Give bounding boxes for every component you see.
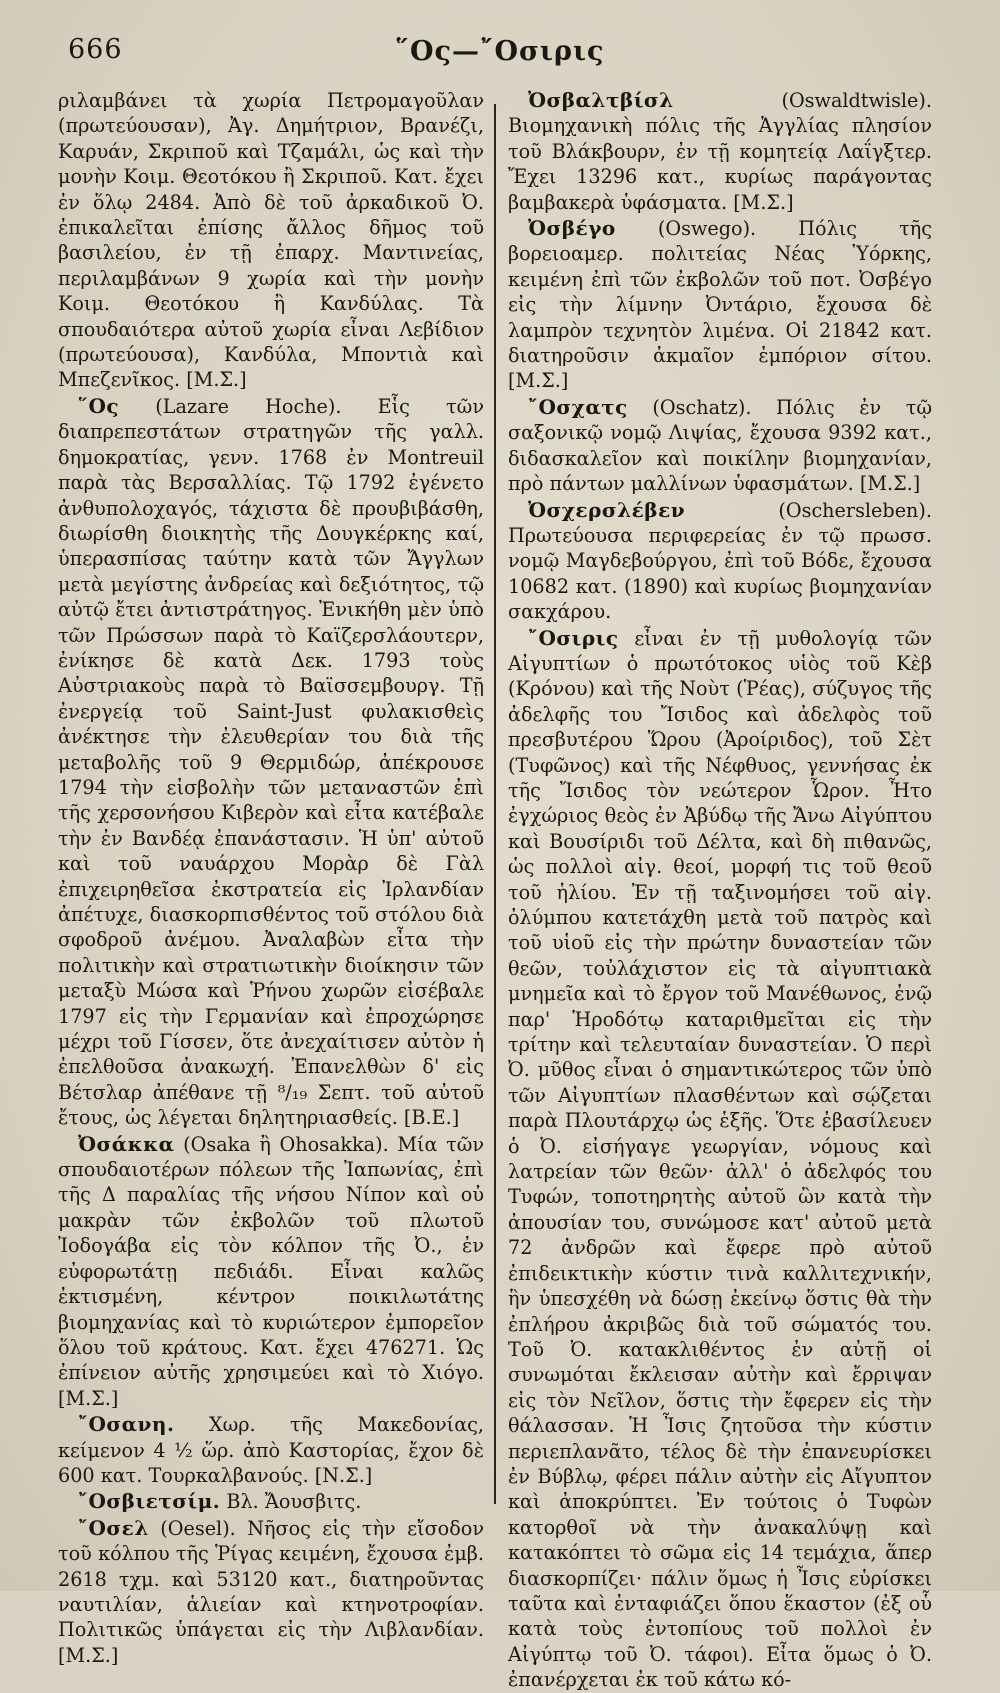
entry-headword: ῎Οσχατς xyxy=(528,394,628,419)
entry-text: (Oswaldtwisle). Βιομηχανικὴ πόλις τῆς Ἀγγλίας πλησίον τοῦ Βλάκβουρν, ἐν τῇ κομητείᾳ Λαΐγξτερ. Ἔχει 13296 κατ., κυρίως παράγοντας βαμβακερὰ ὑφάσματα. [Μ.Σ.] xyxy=(508,89,932,214)
entry-text: ριλαμβάνει τὰ χωρία Πετρομαγοῦλαν (πρωτεύουσαν), Ἀγ. Δημήτριον, Βρανέζι, Καρυάν, Σκριποῦ καὶ Τζαμάλι, ὡς καὶ τὴν μονὴν Κοιμ. Θεοτόκου ἢ Σκριποῦ. Κατ. ἔχει ἐν ὅλῳ 2484. Ἀπὸ δὲ τοῦ ἀρκαδικοῦ Ὀ. ἐπικαλεῖται ἐπίσης ἄλλος δῆμος τοῦ βασιλείου, ἐν τῇ ἐπαρχ. Μαντινείας, περιλαμβάνων 9 χωρία καὶ τὴν μονὴν Κοιμ. Θεοτόκου ἢ Κανδύλας. Τὰ σπουδαιότερα αὐτοῦ χωρία εἶναι Λεβίδιον (πρωτεύουσα), Κανδύλα, Μποντιὰ καὶ Μπεζενῖκος. [Μ.Σ.] xyxy=(58,89,484,392)
running-head: ῞Ος—῎Οσιρις xyxy=(395,36,605,67)
entry-text: (Oswego). Πόλις τῆς βορειοαμερ. πολιτείας Νέας Ὑόρκης, κειμένη ἐπὶ τῶν ἐκβολῶν τοῦ ποτ. Ὀσβέγο εἰς τὴν λίμνην Ὀντάριο, ἔχουσα δὲ λαμπρὸν τεχνητὸν λιμένα. Οἱ 21842 κατ. διατηροῦσιν ἀκμαῖον ἐμπόριον σίτου. [Μ.Σ.] xyxy=(508,217,932,393)
entry-osane xyxy=(58,1412,484,1488)
entry-oesel xyxy=(58,1516,484,1668)
entry-text: Χωρ. τῆς Μακεδονίας, κείμενον 4 ½ ὥρ. ἀπὸ Καστορίας, ἔχον δὲ 600 κατ. Τουρκαλβανούς. [Ν.Σ.] xyxy=(58,1413,485,1487)
entry-text: (Oesel). Νῆσος εἰς τὴν εἴσοδον τοῦ κόλπου τῆς Ῥίγας κειμένη, ἔχουσα ἐμβ. 2618 τχμ. καὶ 53120 κατ., διατηροῦντας ναυτιλίαν, ἁλιείαν καὶ κτηνοτροφίαν. Πολιτικῶς ὑπάγεται εἰς τὴν Λιβλανδίαν. [Μ.Σ.] xyxy=(58,1516,484,1667)
entry-headword: ῎Οσιρις xyxy=(528,625,619,650)
entry-oschatz xyxy=(508,395,932,497)
entry-oschersleben xyxy=(508,498,932,625)
entry-headword: Ὀσχερσλέβεν xyxy=(528,497,686,522)
entry-osaka xyxy=(58,1132,484,1411)
left-column xyxy=(58,88,484,1668)
entry-headword: ῞Ος xyxy=(78,393,120,418)
entry-headword: ῎Οσελ xyxy=(78,1515,149,1540)
entry-oswego xyxy=(508,216,932,394)
entry-text: (Oschersleben). Πρωτεύουσα περιφερείας ἐν τῷ πρωσσ. νομῷ Μαγδεβούργου, ἐπὶ τοῦ Βόδε, ἔχουσα 10682 κατ. (1890) καὶ κυρίως βιομηχανίαν σακχάρου. xyxy=(508,498,932,624)
entry-headword: ῎Οσβιετσίμ. xyxy=(78,1489,221,1514)
entry-oswaldtwisle xyxy=(508,88,932,215)
entry-text: εἶναι ἐν τῇ μυθολογίᾳ τῶν Αἰγυπτίων ὁ πρωτότοκος υἱὸς τοῦ Κὲβ (Κρόνου) καὶ τῆς Νοὺτ (Ῥέας), σύζυγος τῆς ἀδελφῆς του Ἴσιδος καὶ ἀδελφὸς τοῦ πρεσβυτέρου Ὥρου (Ἀροίριδος), τοῦ Σὲτ (Τυφῶνος) καὶ τῆς Νέφθυος, γεννήσας ἐκ τῆς Ἴσιδος τὸν νεώτερον Ὧρον. Ἦτο ἐγχώριος θεὸς ἐν Ἀβύδῳ τῆς Ἄνω Αἰγύπτου καὶ Βουσίριδι τοῦ Δέλτα, καὶ δὴ πιθανῶς, ὡς πολλοὶ αἰγ. θεοί, μορφή τις τοῦ θεοῦ τοῦ ἡλίου. Ἐν τῇ ταξινομήσει τοῦ αἰγ. ὀλύμπου κατετάχθη μετὰ τοῦ πατρὸς καὶ τοῦ υἱοῦ εἰς τὴν πρώτην δυναστείαν τῶν θεῶν, τοὐλάχιστον εἰς τὰ αἰγυπτιακὰ μνημεῖα καὶ τὸ ἔργον τοῦ Μανέθωνος, ἐνῷ παρ' Ἡροδότῳ καταριθμεῖται εἰς τὴν τρίτην καὶ τελευταίαν δυναστείαν. Ὁ περὶ Ὀ. μῦθος εἶναι ὁ σημαντικώτερος τῶν ὑπὸ τῶν Αἰγυπτίων πλασθέντων καὶ σῴζεται παρὰ Πλουτάρχῳ ὡς ἑξῆς. Ὅτε ἐβασίλευεν ὁ Ὀ. εἰσήγαγε γεωργίαν, νόμους καὶ λατρείαν τῶν θεῶν· ἀλλ' ὁ ἀδελφός του Τυφών, τοποτηρητὴς αὐτοῦ ὢν κατὰ τὴν ἀπουσίαν του, συνώμοσε κατ' αὐτοῦ μετὰ 72 ἀνδρῶν καὶ ἔφερε πρὸ αὐτοῦ ἐπιδεικτικὴν κύστιν τινὰ καλλιτεχνικήν, ἣν ὑπεσχέθη νὰ δώσῃ ἐκείνῳ ὅστις θὰ τὴν ἐπλήρου ἀκριβῶς διὰ τοῦ σώματός του. Τοῦ Ὀ. κατακλιθέντος ἐν αὐτῇ οἱ συνωμόται ἔκλεισαν αὐτὴν καὶ ἔρριψαν εἰς τὸν Νεῖλον, ὅστις τὴν ἔφερεν εἰς τὴν θάλασσαν. Ἡ Ἶσις ζητοῦσα τὴν κύστιν περιεπλανᾶτο, τέλος δὲ τὴν ἐπανευρίσκει ἐν Βύβλῳ, φέρει πάλιν αὐτὴν εἰς Αἴγυπτον καὶ ἀποκρύπτει. Ἐν τούτοις ὁ Τυφὼν κατορθοῖ νὰ τὴν ἀνακαλύψῃ καὶ κατακόπτει τὸ σῶμα εἰς 14 τεμάχια, ἅπερ διασκορπίζει· πάλιν ὅμως ἡ Ἶσις εὑρίσκει ταῦτα καὶ ἐνταφιάζει ὅπου ἕκαστον (ἐξ οὗ κατὰ τοὺς ἐντοπίους τοῦ πολλοὶ ἐν Αἰγύπτῳ τοῦ Ὀ. τάφοι). Εἶτα ὅμως ὁ Ὀ. ἐπανέρχεται ἐκ τοῦ κάτω κό- xyxy=(508,626,932,1692)
entry-text: Βλ. Ἄουσβιτς. xyxy=(226,1490,362,1514)
entry-osvietsim xyxy=(58,1489,484,1514)
entry-headword: ῎Οσανη. xyxy=(78,1412,175,1437)
entry-text: (Lazare Hoche). Εἷς τῶν διαπρεπεστάτων στρατηγῶν τῆς γαλλ. δημοκρατίας, γενν. 1768 ἐν Montreuil παρὰ τὰς Βερσαλλίας. Τῷ 1792 ἐγένετο ἀνθυπολοχαγός, τάχιστα δὲ προυβιβάσθη, διωρίσθη διοικητὴς τῆς Δουγκέρκης καί, ὑπερασπίσας ταύτην κατὰ τῶν Ἄγγλων μετὰ μεγίστης ἀνδρείας καὶ δεξιότητος, τῷ αὐτῷ ἔτει ἀντιστράτηγος. Ἐνικήθη μὲν ὑπὸ τῶν Πρώσσων παρὰ τὸ Καϊζερσλάουτερν, ἐνίκησε δὲ κατὰ Δεκ. 1793 τοὺς Αὐστριακοὺς παρὰ τὸ Βαϊσσεμβουργ. Τῇ ἐνεργείᾳ τοῦ Saint-Just φυλακισθεὶς ἀνέκτησε τὴν ἐλευθερίαν του διὰ τῆς μεταβολῆς τοῦ 9 Θερμιδώρ, ἀπέκρουσε 1794 τὴν εἰσβολὴν τῶν μεταναστῶν ἐπὶ τῆς χερσονήσου Κιβερὸν καὶ εἶτα κατέβαλε τὴν ἐν Βανδέᾳ ἐπανάστασιν. Ἡ ὑπ' αὐτοῦ καὶ τοῦ ναυάρχου Μορὰρ δὲ Γὰλ ἐπιχειρηθεῖσα ἐκστρατεία εἰς Ἰρλανδίαν ἀπέτυχε, διασκορπισθέντος τοῦ στόλου διὰ σφοδροῦ ἀνέμου. Ἀναλαβὼν εἶτα τὴν πολιτικὴν καὶ στρατιωτικὴν διοίκησιν τῶν μεταξὺ Μώσα καὶ Ῥήνου χωρῶν εἰσέβαλε 1797 εἰς τὴν Γερμανίαν καὶ ἐπροχώρησε μέχρι τοῦ Γίσσεν, ὅτε ἀνεχαίτισεν αὐτὸν ἡ ἐπελθοῦσα ἀνακωχή. Ἐπανελθὼν δ' εἰς Βέτσλαρ ἀπέθανε τῇ ⁸/₁₉ Σεπτ. τοῦ αὐτοῦ ἔτους, ὡς λέγεται δηλητηριασθείς. [Β.Ε.] xyxy=(58,394,484,1130)
entry-osiris xyxy=(508,626,932,1693)
entry-text: (Osaka ἢ Ohosakka). Μία τῶν σπουδαιοτέρων πόλεων τῆς Ἰαπωνίας, ἐπὶ τῆς Δ παραλίας τῆς νήσου Νίπον καὶ οὐ μακρὰν τῶν ἐκβολῶν τοῦ πλωτοῦ Ἰοδογάβα εἰς τὸν κόλπον τῆς Ὀ., ἐν εὐφορωτάτῃ πεδιάδι. Εἶναι καλῶς ἐκτισμένη, κέντρον ποικιλωτάτης βιομηχανίας καὶ τὸ κυριώτερον ἐμπορεῖον ὅλου τοῦ κράτους. Κατ. ἔχει 476271. Ὡς ἐπίνειον αὐτῆς χρησιμεύει καὶ τὸ Χιόγο. [Μ.Σ.] xyxy=(58,1132,484,1410)
entry-headword: Ὀσάκκα xyxy=(78,1131,175,1156)
entry-headword: Ὀσβέγο xyxy=(528,216,616,241)
entry-headword: Ὀσβαλτβίσλ xyxy=(528,88,674,112)
entry-text: (Oschatz). Πόλις ἐν τῷ σαξονικῷ νομῷ Λιψίας, ἔχουσα 9392 κατ., διδασκαλεῖον καὶ ποικίλην βιομηχανίαν, πρὸ πάντων μαλλίνων ὑφασμάτων. [Μ.Σ.] xyxy=(508,395,932,496)
entry-hoche xyxy=(58,394,484,1131)
column-divider xyxy=(494,104,496,1504)
page-number: 666 xyxy=(68,34,123,65)
right-column xyxy=(508,88,932,1693)
entry-continuation xyxy=(58,88,484,393)
